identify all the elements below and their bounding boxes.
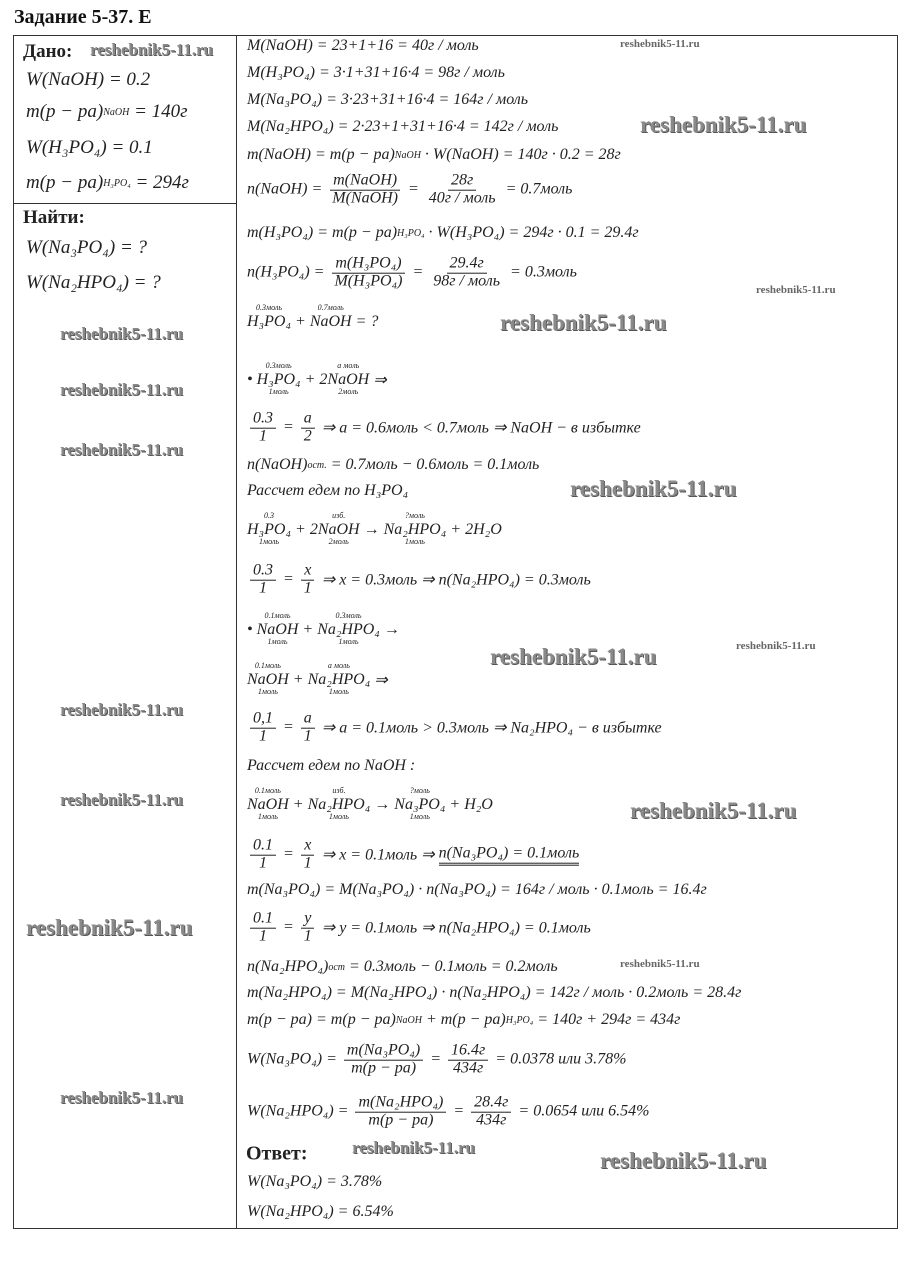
solution-line [247,612,400,648]
numerator: 0,1 [250,711,276,729]
expr-text: = 140г + 294г = 434г [533,1011,681,1028]
fraction [301,411,315,446]
watermark-text: reshebnik5-11.ru [570,476,737,501]
column-divider [236,35,237,1228]
expr-text: W(Na₂HPO₄) = ? [26,272,161,293]
solution-line [247,482,408,500]
given-heading: Дано: [23,41,73,62]
denominator: m(р − ра) [368,1111,434,1129]
numerator: x [301,838,314,856]
watermark-text: reshebnik5-11.ru [620,38,700,50]
formula: H₃PO₄ [247,521,292,538]
moles-above: ?моль [409,786,430,795]
fraction [250,711,276,746]
subscript: ост. [307,459,327,471]
moles-below: 1моль [338,637,359,646]
expr-text: n(NaOH) [247,456,308,473]
watermark-text: reshebnik5-11.ru [600,1148,767,1173]
solution-line [247,256,577,291]
solution-line [247,91,528,109]
expr-text: m(р − ра) [26,101,104,122]
species-with-moles [317,612,380,648]
expr-text: = 294г [130,172,189,193]
given-line [26,101,188,123]
species-with-moles [310,304,352,340]
moles-below: 2моль [328,537,349,546]
solution-line [247,173,572,208]
expr-text: = [279,846,298,863]
moles-below: 1моль [409,812,430,821]
watermark-text: reshebnik5-11.ru [60,700,183,719]
solution-line [247,1095,650,1130]
expr-text: · W(NaOH) = 140г · 0.2 = 28г [420,146,621,163]
solution-line [247,958,558,976]
answer-line [247,1173,382,1191]
solution-line [247,711,662,746]
expr-text: = 0.0378 или 3.78% [491,1051,627,1068]
watermark-text: reshebnik5-11.ru [60,790,183,809]
moles-above: 0.7моль [317,303,344,312]
watermark-text: reshebnik5-11.ru [26,915,193,940]
answer-line [247,1203,394,1221]
denominator: 434г [476,1111,507,1129]
watermark-text: reshebnik5-11.ru [60,380,183,399]
fraction [344,1043,423,1078]
expr-text: ⇒ [369,372,387,389]
numerator: 28.4г [471,1095,511,1113]
subscript: NaOH [103,106,130,118]
moles-above: 0.3моль [335,611,362,620]
numerator: 0.3 [250,411,276,429]
expr-text: ⇒ a = 0.1моль > 0.3моль ⇒ Na₂HPO₄ − в избытке [317,720,662,737]
formula: NaOH [256,621,299,638]
denominator: 1 [259,579,267,597]
subscript: NaOH [394,149,421,161]
subscript: H₃PO₄ [505,1014,534,1026]
expr-text: = [279,919,298,936]
formula: Na₂HPO₄ [383,521,447,538]
species-with-moles [327,362,369,398]
expr-text: · W(H₃PO₄) = 294г · 0.1 = 29.4г [424,224,639,241]
solution-line [247,362,387,398]
expr-text: n(NaOH) = [247,181,327,198]
solution-line [247,512,502,548]
species-with-moles [247,304,291,340]
species-with-moles [394,787,445,823]
species-with-moles [247,787,289,823]
moles-above: изб. [332,511,346,520]
watermark-text: reshebnik5-11.ru [736,640,816,652]
fraction [355,1095,446,1130]
find-line [26,272,161,294]
species-with-moles [308,787,371,823]
solution-line [247,662,388,698]
moles-above: 0.3моль [265,361,292,370]
numerator: y [301,911,314,929]
denominator: 1 [303,579,312,597]
fraction [331,256,405,291]
moles-above: изб. [332,786,346,795]
moles-below: 1моль [258,537,280,546]
expr-text: → [370,796,395,813]
fraction [250,411,276,446]
expr-text: m(Na₂HPO₄) = M(Na₂HPO₄) · n(Na₂HPO₄) = 142г / моль · 0.2моль = 28.4г [247,984,742,1001]
watermark-text: reshebnik5-11.ru [640,112,807,137]
watermark-text: reshebnik5-11.ru [490,644,657,669]
numerator: m(NaOH) [330,173,400,191]
moles-above: а моль [337,361,360,370]
expr-text: • [247,371,257,388]
solution-line [247,146,621,164]
solution-line [247,881,707,899]
moles-above: а моль [327,661,350,670]
moles-below: 1моль [268,387,289,396]
expr-text: = [426,1051,446,1068]
expr-text: = ? [351,313,379,330]
expr-text: W(Na₃PO₄) = [247,1051,341,1068]
numerator: 16.4г [448,1043,488,1061]
expr-text: W(NaOH) = 0.2 [26,69,151,90]
moles-above: 0.1моль [254,661,281,670]
expr-text: W(Na₃PO₄) = ? [26,237,148,258]
species-with-moles [318,512,360,548]
expr-text: + 2 [300,371,328,388]
expr-text: + [288,671,308,688]
fraction [448,1043,488,1078]
expr-text: = [408,264,428,281]
moles-below: 1моль [404,537,425,546]
species-with-moles [257,612,299,648]
formula: NaOH [327,371,370,388]
given-line [26,172,189,194]
expr-text: ⇒ x = 0.3моль ⇒ n(Na₂HPO₄) = 0.3моль [317,572,591,589]
expr-text: M(Na₂HPO₄) = 2·23+1+31+16·4 = 142г / моль [247,118,559,135]
formula: NaOH [317,521,360,538]
formula: NaOH [247,796,289,813]
solution-line [247,757,415,775]
expr-text: = 140г [129,101,188,122]
answer-heading: Ответ: [246,1142,308,1165]
solution-line [247,118,558,136]
solution-line [247,1011,680,1029]
subscript: H₃PO₄ [397,227,425,239]
expr-text: Рассчет едем по NaOH : [247,757,416,774]
fraction [250,563,276,598]
solution-line [247,456,539,474]
expr-text: m(H₃PO₄) = m(р − ра) [247,224,398,241]
formula: Na₂HPO₄ [307,671,371,688]
watermark-text: reshebnik5-11.ru [60,440,183,459]
underlined-result: n(Na₃PO₄) = 0.1моль [439,845,580,866]
solution-line [247,304,378,340]
species-with-moles [247,662,289,698]
expr-text: → [359,521,384,538]
formula: NaOH [247,671,289,688]
species-with-moles [247,512,291,548]
moles-below: 1моль [328,687,349,696]
expr-text: ⇒ [370,672,388,689]
solution-line [247,911,591,946]
denominator: 1 [259,927,267,945]
find-line [26,237,147,259]
fraction [430,256,503,291]
expr-text: m(р − ра) [26,172,104,193]
expr-text: → [379,621,400,638]
expr-text: + 2H₂O [446,521,502,538]
denominator: 40г / моль [428,189,496,207]
task-title: Задание 5-37. Е [14,6,152,28]
expr-text: W(H₃PO₄) = 0.1 [26,137,153,158]
numerator: m(H₃PO₄) [332,256,404,274]
fraction [329,173,401,208]
expr-text: = 0.7моль [501,181,573,198]
formula: Na₂HPO₄ [317,621,380,638]
solution-line [247,1043,626,1078]
formula: Na₂HPO₄ [307,796,371,813]
numerator: a [301,411,315,429]
expr-text: M(Na₃PO₄) = 3·23+31+16·4 = 164г / моль [247,91,529,108]
moles-below: 2моль [338,387,359,396]
fraction [301,711,315,746]
formula: Na₃PO₄ [394,796,446,813]
expr-text: W(Na₂HPO₄) = [247,1103,353,1120]
expr-text: m(NaOH) = m(р − ра) [247,146,395,163]
denominator: 1 [303,727,312,745]
expr-text: = 0.3моль [506,264,577,281]
watermark-text: reshebnik5-11.ru [500,310,667,335]
watermark-text: reshebnik5-11.ru [620,958,700,970]
fraction [471,1095,511,1130]
moles-above: 0.3моль [255,303,283,312]
expr-text: + H₂O [445,796,493,813]
denominator: M(NaOH) [332,189,398,207]
expr-text: n(Na₂HPO₄) [247,958,329,975]
watermark-text: reshebnik5-11.ru [630,798,797,823]
moles-above: 0.3 [264,511,274,520]
fraction [250,838,276,873]
moles-above: 0.1моль [264,611,291,620]
expr-text: • [247,621,257,638]
denominator: 1 [259,854,267,872]
species-with-moles [308,662,371,698]
expr-text: + 2 [291,521,318,538]
expr-text: ⇒ y = 0.1моль ⇒ n(Na₂HPO₄) = 0.1моль [317,920,591,937]
formula: NaOH [309,313,352,330]
solution-line [247,37,479,55]
expr-text: ⇒ x = 0.1моль ⇒ [317,847,439,864]
moles-above: ?моль [404,511,425,520]
expr-text: + [288,796,308,813]
watermark-text: reshebnik5-11.ru [756,284,836,296]
solution-line [247,563,591,598]
denominator: 1 [303,854,312,872]
denominator: 1 [259,727,267,745]
expr-text: = [449,1103,469,1120]
fraction [301,563,315,598]
numerator: 0.3 [250,563,276,581]
denominator: M(H₃PO₄) [334,272,403,290]
watermark-text: reshebnik5-11.ru [60,324,183,343]
moles-below: 1моль [267,637,288,646]
species-with-moles [384,512,447,548]
numerator: m(Na₂HPO₄) [355,1095,446,1113]
expr-text: + m(р − ра) [421,1011,506,1028]
watermark-text: reshebnik5-11.ru [90,40,213,59]
numerator: 0.1 [250,911,276,929]
solution-line [247,224,639,242]
fraction [426,173,499,208]
denominator: 434г [453,1059,484,1077]
denominator: m(р − ра) [351,1059,417,1077]
expr-text: m(Na₃PO₄) = M(Na₃PO₄) · n(Na₃PO₄) = 164г / моль · 0.1моль = 16.4г [247,881,707,898]
formula: H₃PO₄ [247,313,292,330]
expr-text: = 0.3моль − 0.1моль = 0.2моль [345,958,558,975]
fraction [301,911,315,946]
denominator: 2 [303,427,312,445]
expr-text: = [279,419,298,436]
numerator: a [301,711,315,729]
moles-below: 1моль [257,687,278,696]
expr-text: m(р − ра) = m(р − ра) [247,1011,396,1028]
subscript: H₃PO₄ [103,177,131,189]
fraction [250,911,276,946]
expr-text: M(NaOH) = 23+1+16 = 40г / моль [247,37,479,54]
denominator: 1 [303,927,312,945]
expr-text: = [279,719,298,736]
fraction [301,838,315,873]
expr-text: + [298,621,318,638]
subscript: ост [328,961,346,973]
numerator: m(Na₃PO₄) [344,1043,423,1061]
expr-text: = 0.7моль − 0.6моль = 0.1моль [326,456,540,473]
solution-line [247,411,641,446]
moles-below: 1моль [257,812,278,821]
moles-below: 1моль [328,812,349,821]
formula: H₃PO₄ [256,371,301,388]
numerator: 28г [448,173,476,191]
given-line [26,137,153,159]
expr-text: + [291,313,310,330]
expr-text: W(Na₂HPO₄) = 6.54% [247,1203,394,1220]
expr-text: ⇒ a = 0.6моль < 0.7моль ⇒ NaOH − в избытке [317,420,641,437]
numerator: 0.1 [250,838,276,856]
find-heading: Найти: [23,207,85,228]
denominator: 1 [259,427,267,445]
watermark-text: reshebnik5-11.ru [60,1088,183,1107]
denominator: 98г / моль [433,272,501,290]
expr-text: n(H₃PO₄) = [247,264,329,281]
expr-text: = [279,571,298,588]
expr-text: = [404,181,423,198]
solution-line [247,838,579,873]
given-find-divider [13,203,236,204]
given-line [26,69,150,91]
solution-line [247,984,741,1002]
solution-line [247,787,493,823]
expr-text: W(Na₃PO₄) = 3.78% [247,1173,383,1190]
solution-line [247,64,505,82]
expr-text: = 0.0654 или 6.54% [514,1103,650,1120]
numerator: 29.4г [447,256,487,274]
subscript: NaOH [395,1014,422,1026]
expr-text: M(H₃PO₄) = 3·1+31+16·4 = 98г / моль [247,64,505,81]
expr-text: Рассчет едем по H₃PO₄ [247,482,409,499]
moles-above: 0.1моль [254,786,281,795]
numerator: x [301,563,314,581]
species-with-moles [257,362,301,398]
watermark-text: reshebnik5-11.ru [352,1138,475,1157]
